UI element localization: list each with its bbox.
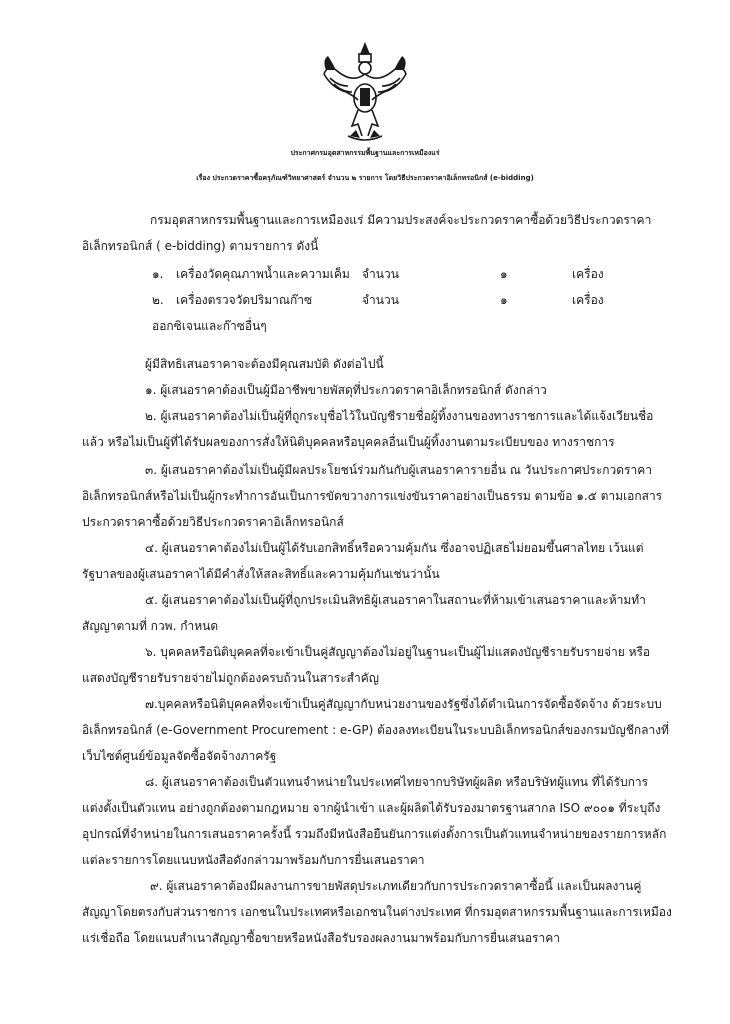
qualification-6-line-1: ๖. บุคคลหรือนิติบุคคลที่จะเข้าเป็นคู่สัญญาต้องไม่อยู่ในฐานะเป็นผู้ไม่แสดงบัญชีรายรับรายจ่าย หรือ xyxy=(145,645,651,659)
qualification-4-line-2: รัฐบาลของผู้เสนอราคาได้มีคำสั่งให้สละสิทธิ์และความคุ้มกันเช่นว่านั้น xyxy=(82,567,440,581)
qualification-5-line-1: ๕. ผู้เสนอราคาต้องไม่เป็นผู้ที่ถูกประเมินสิทธิผู้เสนอราคาในสถานะที่ห้ามเข้าเสนอราคาและห้ามทำ xyxy=(145,593,646,607)
item-1-name: เครื่องวัดคุณภาพน้ำและความเค็ม xyxy=(176,267,350,281)
item-1-unit: เครื่อง xyxy=(572,267,604,281)
item-2-name-cont: ออกซิเจนและก๊าซอื่นๆ xyxy=(152,319,267,333)
item-2-number: ๒. xyxy=(152,293,164,307)
intro-line-1: กรมอุตสาหกรรมพื้นฐานและการเหมืองแร่ มีความประสงค์จะประกวดราคาซื้อด้วยวิธีประกวดราคา xyxy=(150,213,652,227)
item-1-qty: ๑ xyxy=(500,267,508,281)
qualification-8-line-3: อุปกรณ์ที่จำหน่ายในการเสนอราคาครั้งนี้ รวมถึงมีหนังสือยืนยันการแต่งตั้งการเป็นตัวแทนจำหน่ายของรายการหลัก xyxy=(82,827,667,841)
item-1-qty-label: จำนวน xyxy=(362,267,399,281)
qualification-2-line-2: แล้ว หรือไม่เป็นผู้ที่ได้รับผลของการสั่งให้นิติบุคคลหรือบุคคลอื่นเป็นผู้ทิ้งงานตามระเบียบของ ทางราชการ xyxy=(82,435,615,449)
intro-line-2: อิเล็กทรอนิกส์ ( e-bidding) ตามรายการ ดังนี้ xyxy=(82,239,319,253)
qualification-7-line-3: เว็บไซต์ศูนย์ข้อมูลจัดซื้อจัดจ้างภาครัฐ xyxy=(82,749,277,763)
qualification-9-line-3: แร่เชื่อถือ โดยแนบสำเนาสัญญาซื้อขายหรือหนังสือรับรองผลงานมาพร้อมกับการยื่นเสนอราคา xyxy=(82,931,560,945)
document-subject: เรื่อง ประกวดราคาซื้อครุภัณฑ์วิทยาศาสตร์ จำนวน ๒ รายการ โดยวิธีประกวดราคาอิเล็กทรอนิกส์ (e-bidding) xyxy=(196,174,534,182)
qualifications-heading: ผู้มีสิทธิเสนอราคาจะต้องมีคุณสมบัติ ดังต่อไปนี้ xyxy=(145,357,384,371)
qualification-7-line-1: ๗.บุคคลหรือนิติบุคคลที่จะเข้าเป็นคู่สัญญากับหน่วยงานของรัฐซึ่งได้ดำเนินการจัดซื้อจัดจ้าง ด้วยระบบ xyxy=(145,697,662,711)
qualification-3-line-1: ๓. ผู้เสนอราคาต้องไม่เป็นผู้มีผลประโยชน์ร่วมกันกับผู้เสนอราคารายอื่น ณ วันประกาศประกวดราคา xyxy=(145,463,653,477)
garuda-emblem-icon xyxy=(322,40,408,144)
qualification-3-line-3: ประกวดราคาซื้อด้วยวิธีประกวดราคาอิเล็กทรอนิกส์ xyxy=(82,515,344,529)
item-1-number: ๑. xyxy=(152,267,164,281)
qualification-8-line-2: แต่งตั้งเป็นตัวแทน อย่างถูกต้องตามกฎหมาย จากผู้นำเข้า และผู้ผลิตได้รับรองมาตรฐานสากล ISO ๙๐๐๑ ที่ระบุถึง xyxy=(82,801,661,815)
document-title: ประกาศกรมอุตสาหกรรมพื้นฐานและการเหมืองแร่ xyxy=(290,149,440,157)
qualification-9-line-1: ๙. ผู้เสนอราคาต้องมีผลงานการขายพัสดุประเภทเดียวกับการประกวดราคาซื้อนี้ และเป็นผลงานคู่ xyxy=(150,879,642,893)
qualification-7-line-2: อิเล็กทรอนิกส์ (e-Government Procurement : e-GP) ต้องลงทะเบียนในระบบอิเล็กทรอนิกส์ของกรมบัญชีกลางที่ xyxy=(82,723,669,737)
qualification-9-line-2: สัญญาโดยตรงกับส่วนราชการ เอกชนในประเทศหรือเอกชนในต่างประเทศ ที่กรมอุตสาหกรรมพื้นฐานและการเหมือง xyxy=(82,905,672,919)
qualification-6-line-2: แสดงบัญชีรายรับรายจ่ายไม่ถูกต้องครบถ้วนในสาระสำคัญ xyxy=(82,671,379,685)
item-2-qty: ๑ xyxy=(500,293,508,307)
item-2-name: เครื่องตรวจวัดปริมาณก๊าซ xyxy=(176,293,313,307)
qualification-5-line-2: สัญญาตามที่ กวพ. กำหนด xyxy=(82,619,219,633)
qualification-8-line-1: ๘. ผู้เสนอราคาต้องเป็นตัวแทนจำหน่ายในประเทศไทยจากบริษัทผู้ผลิต หรือบริษัทผู้แทน ที่ได้รับการ xyxy=(145,775,649,789)
qualification-3-line-2: อิเล็กทรอนิกส์หรือไม่เป็นผู้กระทำการอันเป็นการขัดขวางการแข่งขันราคาอย่างเป็นธรรม ตามข้อ ๑.๕ ตามเอกสาร xyxy=(82,489,663,503)
qualification-2-line-1: ๒. ผู้เสนอราคาต้องไม่เป็นผู้ที่ถูกระบุชื่อไว้ในบัญชีรายชื่อผู้ทิ้งงานของทางราชการและได้แจ้งเวียนชื่อ xyxy=(145,409,654,423)
item-2-unit: เครื่อง xyxy=(572,293,604,307)
qualification-1: ๑. ผู้เสนอราคาต้องเป็นผู้มีอาชีพขายพัสดุที่ประกวดราคาอิเล็กทรอนิกส์ ดังกล่าว xyxy=(145,383,547,397)
qualification-4-line-1: ๔. ผู้เสนอราคาต้องไม่เป็นผู้ได้รับเอกสิทธิ์หรือความคุ้มกัน ซึ่งอาจปฏิเสธไม่ยอมขึ้นศาลไทย เว้นแต่ xyxy=(145,541,644,555)
item-2-qty-label: จำนวน xyxy=(362,293,399,307)
qualification-8-line-4: แต่ละรายการโดยแนบหนังสือดังกล่าวมาพร้อมกับการยื่นเสนอราคา xyxy=(82,853,425,867)
